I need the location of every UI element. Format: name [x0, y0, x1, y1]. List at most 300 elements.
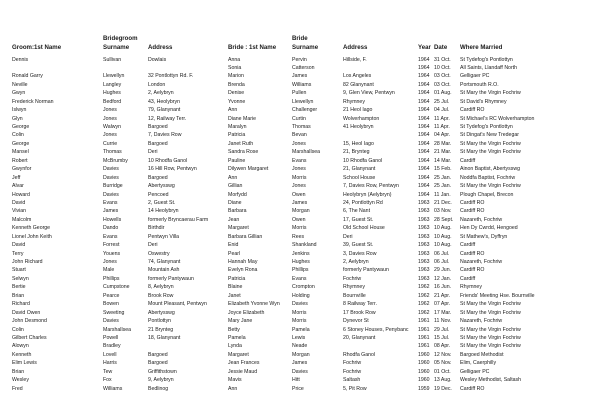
cell-year: 1964: [418, 124, 430, 130]
header-year: Year: [418, 44, 431, 51]
cell-where-married: St Michael's RC Wolverhampton: [460, 115, 535, 122]
cell-bride-surname: Holding: [292, 292, 310, 299]
header-bride-address: Address: [343, 44, 368, 51]
cell-date: 29 Jun.: [434, 267, 452, 274]
cell-groom-first-name: Brian: [12, 368, 25, 375]
table-row: [0, 326, 600, 334]
cell-date: 19 Dec.: [434, 385, 452, 392]
cell-where-married: Cardiff RO: [460, 199, 485, 206]
cell-bride-first-name: Sandra Rose: [228, 149, 259, 156]
cell-bride-address: 82 Glanynant: [343, 81, 374, 88]
cell-groom-surname: Marshallsea: [103, 326, 131, 333]
cell-groom-first-name: Fred: [12, 385, 23, 392]
cell-groom-address: formerly Pantywaun: [148, 275, 194, 282]
table-row: [0, 266, 600, 274]
table-row: [0, 89, 600, 97]
cell-groom-address: 12, Railway Terr.: [148, 115, 187, 122]
cell-groom-first-name: Wesley: [12, 377, 29, 384]
cell-bride-surname: Morgan: [292, 351, 310, 358]
cell-bride-surname: Morris: [292, 309, 307, 316]
cell-bride-surname: Marshallsea: [292, 149, 320, 156]
cell-bride-address: Wolverhampton: [343, 115, 380, 122]
cell-date: 28 Sept.: [434, 216, 454, 223]
cell-bride-address: 6 Stoney Houses, Penybanc: [343, 326, 409, 333]
cell-bride-surname: Challenger: [292, 107, 318, 114]
cell-bride-first-name: Maralyn: [228, 124, 247, 130]
cell-groom-address: Pencoed: [148, 191, 169, 198]
cell-groom-address: 2, Guest St.: [148, 199, 176, 206]
cell-date: 25 Jan.: [434, 183, 452, 190]
cell-bride-first-name: Sonia: [228, 64, 242, 71]
cell-groom-first-name: Neville: [12, 81, 28, 88]
cell-date: 13 Aug.: [434, 377, 452, 384]
cell-year: 1962: [418, 284, 430, 291]
cell-groom-surname: Jones: [103, 115, 117, 122]
cell-bride-address: 7, Davies Row, Pentwyn: [343, 183, 399, 190]
cell-year: 1959: [418, 385, 430, 392]
table-row: [0, 275, 600, 283]
cell-groom-address: 32 Pontlottyn Rd. F.: [148, 73, 194, 80]
cell-groom-first-name: Brian: [12, 292, 25, 299]
cell-bride-first-name: Mary Jane: [228, 318, 253, 325]
cell-year: 1964: [418, 166, 430, 173]
cell-where-married: Ainon Baptist, Abertysswg: [460, 166, 520, 173]
cell-year: 1964: [418, 64, 430, 71]
cell-groom-surname: Davies: [103, 191, 119, 198]
cell-groom-first-name: John Desmond: [12, 318, 47, 325]
cell-bride-first-name: Patricia: [228, 132, 246, 139]
cell-bride-address: 8 Railway Terr.: [343, 301, 377, 308]
cell-date: 10 Aug.: [434, 233, 452, 240]
cell-year: 1961: [418, 318, 430, 325]
cell-date: 15 Feb.: [434, 166, 452, 173]
cell-where-married: Noddfa Baptist, Fochriw: [460, 174, 516, 181]
cell-groom-first-name: Glyn: [12, 115, 23, 122]
cell-bride-address: Fochriw: [343, 368, 362, 375]
cell-groom-first-name: Alvar: [12, 183, 24, 190]
cell-bride-surname: Morgan: [292, 208, 310, 215]
table-row: [0, 207, 600, 215]
header-groom-address: Address: [148, 44, 173, 51]
cell-bride-first-name: Jean Frances: [228, 360, 260, 367]
cell-groom-first-name: Kenneth George: [12, 225, 51, 232]
cell-bride-address: 2, Aelybryn: [343, 259, 369, 265]
cell-bride-first-name: Diane: [228, 199, 242, 206]
cell-groom-first-name: Jeff: [12, 174, 21, 181]
cell-date: 04 Apr.: [434, 132, 451, 139]
cell-groom-first-name: David: [12, 199, 26, 206]
cell-groom-first-name: Gwyn: [12, 90, 26, 97]
cell-date: 11 Nov.: [434, 318, 452, 325]
cell-year: 1960: [418, 377, 430, 384]
cell-bride-address: Heolybryn (Aelybryn): [343, 191, 392, 198]
cell-year: 1963: [418, 225, 430, 232]
header-bride-surname: Surname: [292, 44, 319, 51]
cell-groom-address: 43, Heolybryn: [148, 98, 181, 105]
cell-where-married: Cardiff RO: [460, 267, 485, 274]
cell-groom-surname: Bradley: [103, 343, 121, 350]
cell-bride-first-name: Denise: [228, 90, 245, 97]
cell-groom-surname: Bowen: [103, 301, 119, 308]
cell-bride-first-name: Diane Marie: [228, 115, 256, 122]
table-row: [0, 241, 600, 249]
cell-groom-surname: Currie: [103, 140, 118, 147]
cell-date: 04 Jul.: [434, 107, 450, 114]
cell-where-married: St Mary the Virgin Fochriw: [460, 90, 521, 97]
cell-where-married: Wesley Methodist, Saltash: [460, 377, 522, 384]
cell-year: 1964: [418, 56, 430, 63]
cell-bride-first-name: Margaret: [228, 225, 249, 232]
header-groom-surname: Surname: [103, 44, 130, 51]
cell-bride-address: 21, Glanynant: [343, 166, 376, 173]
cell-date: 21 Dec.: [434, 199, 452, 206]
cell-groom-address: 10 Rhodfa Ganol: [148, 157, 188, 164]
cell-where-married: Rhymney: [460, 284, 482, 291]
cell-bride-address: Deri: [343, 233, 353, 240]
cell-year: 1964: [418, 183, 430, 190]
cell-groom-address: 8, Aelybryn: [148, 284, 174, 291]
cell-groom-address: 16 Hill Row, Pentwyn: [148, 166, 197, 173]
cell-bride-first-name: Marion: [228, 73, 244, 80]
cell-bride-surname: Lewis: [292, 334, 306, 341]
cell-bride-first-name: Patricia: [228, 275, 246, 282]
cell-bride-address: 9, Glen View, Pentwyn: [343, 90, 395, 97]
cell-groom-surname: Bedford: [103, 98, 122, 105]
cell-bride-first-name: Pauline: [228, 157, 246, 164]
cell-groom-first-name: Gilbert Charles: [12, 334, 47, 341]
cell-groom-first-name: Colin: [12, 326, 24, 333]
cell-groom-surname: Sweeting: [103, 309, 125, 316]
header-date: Date: [434, 44, 448, 51]
cell-where-married: Hen Dy Cwrdd, Hengoed: [460, 225, 518, 232]
cell-bride-first-name: Pearl: [228, 250, 241, 257]
header-bride-first-name: Bride : 1st Name: [228, 44, 277, 51]
cell-date: 07 Apr.: [434, 301, 451, 308]
cell-groom-surname: Phillips: [103, 275, 120, 282]
cell-bride-first-name: Margaret: [228, 351, 249, 358]
cell-groom-surname: Forrest: [103, 242, 120, 249]
cell-bride-first-name: Gillian: [228, 183, 243, 190]
cell-groom-surname: Pearce: [103, 292, 120, 299]
table-row: [0, 368, 600, 376]
cell-bride-surname: Pervin: [292, 56, 307, 63]
cell-year: 1964: [418, 115, 430, 122]
cell-groom-address: Bargoed: [148, 351, 168, 358]
cell-bride-surname: Thomas: [292, 124, 311, 130]
cell-date: 05 Nov.: [434, 360, 452, 367]
cell-groom-surname: Hughes: [103, 90, 121, 97]
cell-date: 11 Apr.: [434, 124, 450, 130]
cell-date: 03 Oct.: [434, 81, 451, 88]
cell-groom-first-name: George: [12, 124, 30, 130]
cell-bride-first-name: Morfydd: [228, 191, 247, 198]
cell-bride-first-name: Lynda: [228, 343, 242, 350]
table-row: [0, 216, 600, 224]
cell-where-married: St Mary the Virgin Fochriw: [460, 149, 521, 156]
cell-groom-surname: Jones: [103, 259, 117, 265]
cell-groom-surname: Dando: [103, 225, 119, 232]
cell-bride-address: 21, Brynteg: [343, 149, 370, 156]
cell-groom-address: Mountain Ash: [148, 267, 180, 274]
cell-date: 10 Oct.: [434, 64, 451, 71]
cell-bride-surname: Hitt: [292, 377, 300, 384]
cell-groom-address: Birthdir: [148, 225, 165, 232]
cell-bride-address: Dynevor St: [343, 318, 369, 325]
cell-where-married: Bargoed Methodist: [460, 351, 504, 358]
cell-groom-address: 7, Davies Row: [148, 132, 182, 139]
table-row: [0, 131, 600, 139]
cell-bride-first-name: Jessie Maud: [228, 368, 258, 375]
cell-groom-address: Griffithstown: [148, 368, 177, 375]
cell-date: 29 Jul.: [434, 326, 450, 333]
cell-groom-address: 18, Glanynant: [148, 334, 181, 341]
cell-where-married: St Mary the Virgin Fochriw: [460, 326, 521, 333]
cell-bride-surname: Jenkins: [292, 250, 310, 257]
cell-bride-surname: Jones: [292, 166, 306, 173]
cell-date: 11 Apr.: [434, 115, 450, 122]
cell-where-married: St Mary the Virgin Fochriw: [460, 140, 521, 147]
cell-groom-address: Pentwyn Villa: [148, 233, 180, 240]
cell-bride-first-name: Yvonne: [228, 98, 246, 105]
cell-where-married: St Mary the Virgin Fochriw: [460, 301, 521, 308]
cell-groom-address: Brook Row: [148, 292, 174, 299]
cell-groom-surname: McBrumby: [103, 157, 128, 164]
cell-bride-first-name: Barbara: [228, 208, 247, 215]
table-row: [0, 191, 600, 199]
cell-groom-address: Deri: [148, 149, 158, 156]
cell-bride-address: Rhodfa Ganol: [343, 351, 376, 358]
cell-bride-address: Bournville: [343, 292, 366, 299]
table-row: [0, 148, 600, 156]
cell-groom-surname: Jones: [103, 107, 117, 114]
cell-groom-first-name: Alowyn: [12, 343, 29, 350]
cell-bride-address: School House: [343, 174, 376, 181]
cell-bride-address: 15, Heol Iago: [343, 140, 374, 147]
cell-groom-address: 14 Heolybryn: [148, 208, 179, 215]
table-row: [0, 157, 600, 165]
cell-bride-surname: Price: [292, 385, 304, 392]
cell-bride-first-name: Blaine: [228, 284, 243, 291]
cell-bride-address: Rhymney: [343, 284, 365, 291]
cell-year: 1960: [418, 351, 430, 358]
cell-where-married: All Saints, Llandaff North: [460, 64, 517, 71]
register-table: [0, 56, 600, 394]
cell-bride-address: 21 Heol Iago: [343, 107, 373, 114]
table-row: [0, 376, 600, 384]
cell-bride-surname: Owen: [292, 191, 306, 198]
cell-bride-first-name: Janet: [228, 292, 241, 299]
cell-groom-address: Oswestry: [148, 250, 170, 257]
cell-bride-first-name: Enid: [228, 242, 239, 249]
cell-bride-address: 10 Rhodfa Ganol: [343, 157, 383, 164]
cell-bride-first-name: Dilywen Margaret: [228, 166, 269, 173]
cell-bride-first-name: Evelyn Rona: [228, 267, 258, 274]
cell-groom-surname: Llewellyn: [103, 73, 125, 80]
cell-groom-surname: Walwyn: [103, 124, 121, 130]
cell-groom-address: Mount Pleasant, Pentwyn: [148, 301, 207, 308]
cell-date: 15 Jul.: [434, 334, 450, 341]
cell-year: 1964: [418, 98, 430, 105]
cell-groom-first-name: John Richard: [12, 259, 43, 265]
table-row: [0, 351, 600, 359]
cell-year: 1962: [418, 301, 430, 308]
cell-groom-surname: Powell: [103, 334, 119, 341]
cell-where-married: Cardiff RO: [460, 107, 485, 114]
cell-date: 01 Oct.: [434, 368, 451, 375]
cell-groom-first-name: Malcolm: [12, 216, 32, 223]
cell-bride-surname: Rees: [292, 233, 305, 240]
cell-date: 10 Aug.: [434, 225, 452, 232]
cell-where-married: Cardiff: [460, 242, 476, 249]
cell-groom-surname: Evans: [103, 199, 118, 206]
cell-groom-first-name: Frederick Norman: [12, 98, 54, 105]
table-row: [0, 250, 600, 258]
cell-bride-first-name: Pamela: [228, 334, 246, 341]
table-row: [0, 292, 600, 300]
cell-bride-address: Old School House: [343, 225, 385, 232]
cell-groom-address: London: [148, 81, 166, 88]
table-row: [0, 56, 600, 64]
header-bridegroom-label: Bridegroom: [103, 35, 138, 42]
cell-date: 16 Jun.: [434, 284, 452, 291]
cell-bride-address: 17, Guest St.: [343, 216, 374, 223]
table-row: [0, 317, 600, 325]
table-row: [0, 106, 600, 114]
cell-bride-surname: James: [292, 360, 308, 367]
cell-groom-surname: Howells: [103, 216, 122, 223]
cell-bride-address: formerly Pantywaun: [343, 267, 389, 274]
cell-bride-first-name: Janet Ruth: [228, 140, 254, 147]
cell-groom-first-name: Islwyn: [12, 107, 27, 114]
cell-bride-first-name: Betty: [228, 326, 240, 333]
cell-bride-first-name: Elizabeth Yvonne Wyn: [228, 301, 280, 308]
cell-groom-address: Deri: [148, 242, 158, 249]
cell-bride-surname: Davies: [292, 368, 308, 375]
cell-bride-first-name: Anna: [228, 56, 241, 63]
cell-date: 11 Jan.: [434, 191, 451, 198]
cell-groom-surname: Davies: [103, 318, 119, 325]
cell-year: 1961: [418, 326, 430, 333]
cell-year: 1964: [418, 81, 430, 88]
cell-date: 01 Aug.: [434, 90, 452, 97]
table-row: [0, 199, 600, 207]
cell-bride-surname: Phillips: [292, 267, 309, 274]
cell-groom-surname: Williams: [103, 385, 123, 392]
cell-bride-first-name: Ann: [228, 107, 238, 114]
cell-year: 1964: [418, 140, 430, 147]
cell-groom-address: Dowlais: [148, 56, 167, 63]
cell-groom-address: Bedlinog: [148, 385, 169, 392]
cell-where-married: St Mary the Virgin Fochriw: [460, 309, 521, 316]
table-row: [0, 64, 600, 72]
cell-where-married: Plough Chapel, Brecon: [460, 191, 514, 198]
cell-bride-address: Rhymney: [343, 98, 365, 105]
cell-groom-surname: Lovell: [103, 351, 117, 358]
cell-where-married: St Dingat's New Tredegar: [460, 132, 519, 139]
cell-year: 1963: [418, 216, 430, 223]
header-bride-label: Bride: [292, 35, 308, 42]
cell-where-married: Cardiff RO: [460, 208, 485, 215]
header-where-married: Where Married: [460, 44, 503, 51]
cell-bride-surname: Williams: [292, 81, 312, 88]
cell-groom-surname: Youens: [103, 250, 121, 257]
cell-year: 1963: [418, 250, 430, 257]
cell-year: 1964: [418, 149, 430, 156]
cell-where-married: Gelligaer PC: [460, 73, 490, 80]
cell-groom-first-name: Stuart: [12, 267, 26, 274]
cell-groom-surname: Tew: [103, 368, 113, 375]
cell-year: 1962: [418, 309, 430, 316]
cell-groom-surname: Sullivan: [103, 56, 122, 63]
cell-groom-surname: James: [103, 208, 119, 215]
table-row: [0, 140, 600, 148]
cell-year: 1963: [418, 275, 430, 282]
cell-date: 28 Mar.: [434, 140, 452, 147]
cell-date: 21 Apr.: [434, 292, 451, 299]
cell-where-married: Nazareth, Fochriw: [460, 216, 503, 223]
table-row: [0, 233, 600, 241]
cell-bride-first-name: Ann: [228, 385, 238, 392]
cell-bride-surname: Jones: [292, 183, 306, 190]
cell-bride-surname: Crompton: [292, 284, 315, 291]
cell-groom-first-name: Terry: [12, 250, 24, 257]
cell-bride-surname: Pamela: [292, 326, 310, 333]
cell-bride-surname: Hughes: [292, 259, 310, 265]
table-row: [0, 342, 600, 350]
cell-groom-address: 21 Brynteg: [148, 326, 174, 333]
cell-year: 1964: [418, 90, 430, 97]
cell-bride-surname: Neade: [292, 343, 308, 350]
cell-groom-address: Abertysswg: [148, 309, 175, 316]
cell-bride-address: 20, Glanynant: [343, 334, 376, 341]
cell-groom-surname: Male: [103, 267, 115, 274]
cell-groom-first-name: Elim Lewis: [12, 360, 37, 367]
cell-bride-first-name: Brenda: [228, 81, 245, 88]
cell-bride-surname: Bevan: [292, 132, 307, 139]
cell-bride-surname: Morris: [292, 225, 307, 232]
cell-date: 08 Apr.: [434, 343, 451, 350]
table-row: [0, 309, 600, 317]
cell-year: 1964: [418, 174, 430, 181]
cell-bride-address: Los Angeles: [343, 73, 372, 80]
cell-where-married: Friends' Meeting Hse. Bournville: [460, 292, 535, 299]
table-row: [0, 81, 600, 89]
cell-groom-first-name: Bertie: [12, 284, 26, 291]
cell-where-married: Cardiff: [460, 275, 476, 282]
cell-bride-address: Fochriw: [343, 275, 362, 282]
cell-bride-address: Hillside, F.: [343, 56, 367, 63]
cell-bride-surname: Pullen: [292, 90, 307, 97]
cell-where-married: Cardiff RO: [460, 385, 485, 392]
cell-where-married: Portsmouth R.O.: [460, 81, 499, 88]
cell-groom-address: Abertysswg: [148, 183, 175, 190]
cell-groom-address: 2, Aelybryn: [148, 90, 174, 97]
cell-bride-address: 6, The Nant: [343, 208, 371, 215]
cell-groom-surname: Davies: [103, 166, 119, 173]
cell-groom-address: formerly Bryncaerau Farm: [148, 216, 209, 223]
cell-groom-address: Pontlottyn: [148, 318, 172, 325]
cell-bride-address: Saltash: [343, 377, 361, 384]
cell-where-married: Elim, Caerphilly: [460, 360, 497, 367]
cell-bride-first-name: Mavis: [228, 377, 242, 384]
table-row: [0, 334, 600, 342]
cell-groom-first-name: Ronald Garry: [12, 73, 43, 80]
cell-year: 1964: [418, 132, 430, 139]
cell-groom-first-name: David Owen: [12, 309, 41, 316]
cell-groom-first-name: George: [12, 140, 30, 147]
cell-bride-first-name: Barbara Gillian: [228, 233, 263, 240]
table-row: [0, 385, 600, 393]
